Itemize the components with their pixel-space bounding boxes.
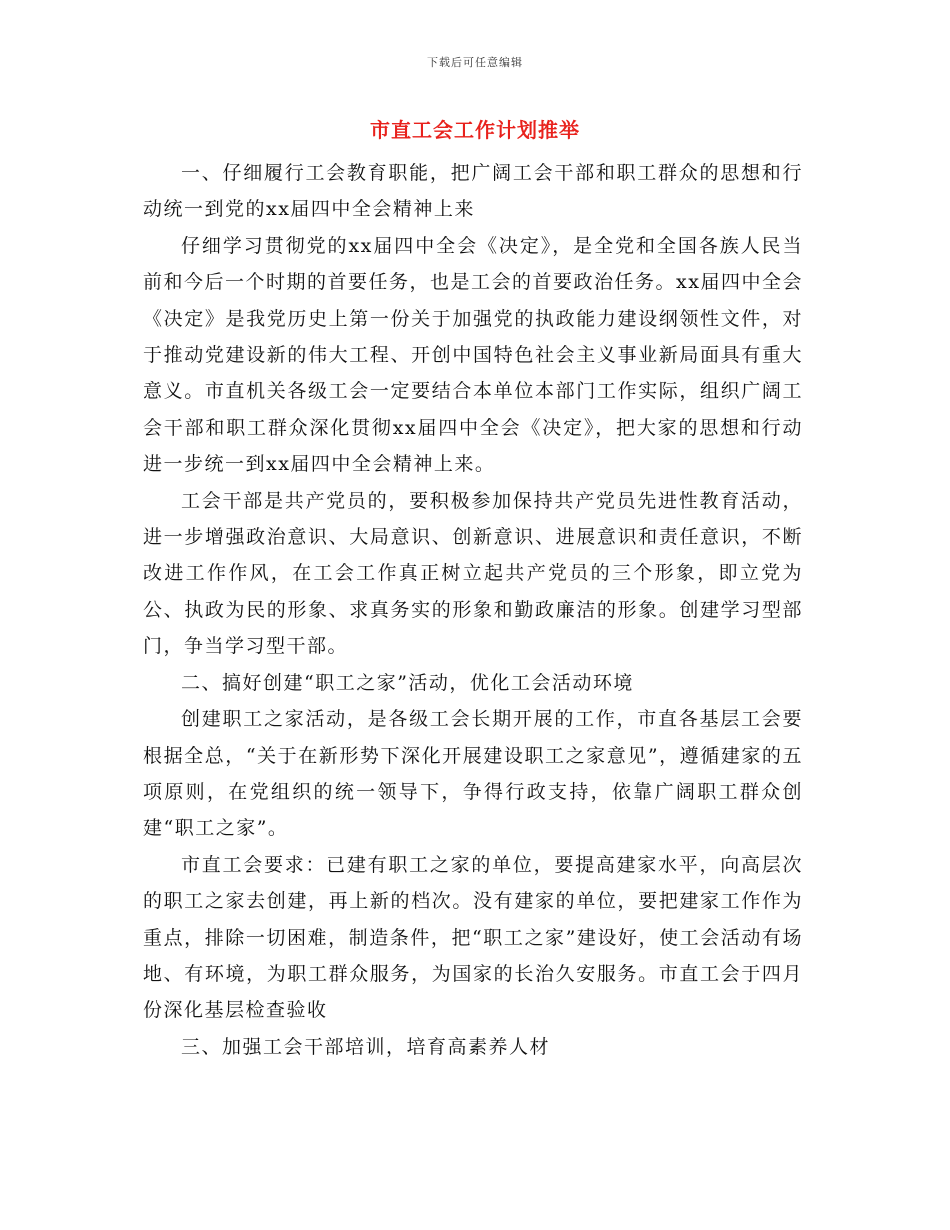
document-title: 市直工会工作计划推举 bbox=[370, 118, 580, 142]
section-heading-3: 三、加强工会干部培训，培育高素养人材 bbox=[181, 1035, 551, 1058]
section-heading-1: 一、仔细履行工会教育职能，把广阔工会干部和职工群众的思想和行动统一到党的xx届四中全会精神上来 bbox=[143, 162, 803, 221]
header-note: 下载后可任意编辑 bbox=[427, 56, 523, 69]
paragraph: 创建职工之家活动，是各级工会长期开展的工作，市直各基层工会要根据全总，“关于在新形势下深化开展建设职工之家意见”，遵循建家的五项原则，在党组织的统一领导下，争得行政支持，依靠广阔职工群众创建“职工之家”。 bbox=[143, 708, 803, 840]
document-body bbox=[143, 155, 803, 1065]
paragraph: 工会干部是共产党员的，要积极参加保持共产党员先进性教育活动，进一步增强政治意识、大局意识、创新意识、进展意识和责任意识，不断改进工作作风，在工会工作真正树立起共产党员的三个形象，即立党为公、执政为民的形象、求真务实的形象和勤政廉洁的形象。创建学习型部门，争当学习型干部。 bbox=[143, 489, 803, 658]
paragraph: 市直工会要求：已建有职工之家的单位，要提高建家水平，向高层次的职工之家去创建，再上新的档次。没有建家的单位，要把建家工作作为重点，排除一切困难，制造条件，把“职工之家”建设好，使工会活动有场地、有环境，为职工群众服务，为国家的长治久安服务。市直工会于四月份深化基层检查验收 bbox=[143, 853, 803, 1022]
paragraph: 仔细学习贯彻党的xx届四中全会《决定》，是全党和全国各族人民当前和今后一个时期的首要任务，也是工会的首要政治任务。xx届四中全会《决定》是我党历史上第一份关于加强党的执政能力建设纲领性文件，对于推动党建设新的伟大工程、开创中国特色社会主义事业新局面具有重大意义。市直机关各级工会一定要结合本单位本部门工作实际，组织广阔工会干部和职工群众深化贯彻xx届四中全会《决定》，把大家的思想和行动进一步统一到xx届四中全会精神上来。 bbox=[143, 234, 803, 476]
section-heading-2: 二、搞好创建“职工之家”活动，优化工会活动环境 bbox=[181, 671, 634, 694]
